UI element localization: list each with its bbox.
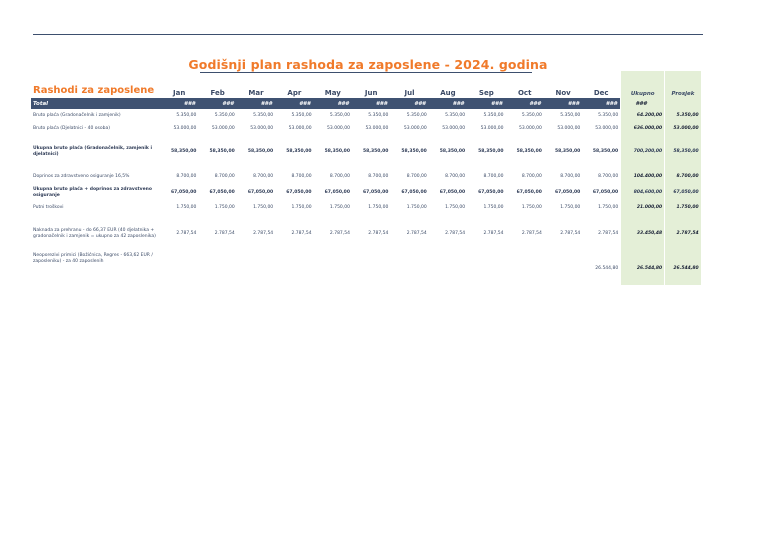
month-value-cell: 8.700,00 <box>253 174 274 179</box>
month-header-feb: Feb <box>210 89 225 97</box>
month-value-cell: 1.750,00 <box>214 205 235 210</box>
month-value-cell <box>429 252 467 285</box>
month-value-cell: 67,050,00 <box>363 190 389 195</box>
month-value-cell: 53.000,00 <box>403 126 427 131</box>
row-avg-cell: 67,050,00 <box>665 185 701 200</box>
month-value-cell: 53.000,00 <box>211 126 235 131</box>
month-value-cell: 8.700,00 <box>368 174 389 179</box>
row-label: Bruto plaća (Gradonačelnik i zamjenik) <box>33 112 121 118</box>
row-sum-cell: 64.200,00 <box>621 109 665 122</box>
month-value-cell <box>390 252 428 285</box>
month-value-cell: 53.000,00 <box>480 126 504 131</box>
month-value-cell: 58,350,00 <box>324 149 350 154</box>
month-header-nov: Nov <box>555 89 571 97</box>
total-avg-cell <box>665 98 701 109</box>
table-row <box>31 252 701 285</box>
table-row <box>31 109 701 122</box>
month-value-cell: 8.700,00 <box>291 174 312 179</box>
month-value-cell: 58,350,00 <box>247 149 274 154</box>
month-value-cell: 67,050,00 <box>209 190 235 195</box>
month-value-cell: 58,350,00 <box>516 149 542 154</box>
month-value-cell: 5.350,00 <box>445 113 466 118</box>
row-label: Putni troškovi <box>33 204 64 210</box>
month-value-cell: 8.700,00 <box>176 174 197 179</box>
month-value-cell: 53.000,00 <box>442 126 466 131</box>
table-row <box>31 185 701 200</box>
total-cell: ### <box>544 98 582 109</box>
month-value-cell: 58,350,00 <box>171 149 197 154</box>
row-label: Bruto plaća (Djelatnici - 40 osoba) <box>33 125 110 131</box>
header-row <box>31 71 701 98</box>
row-avg-cell: 26.544,80 <box>665 252 701 285</box>
row-label: Ukupna bruto plaća (Gradonačelnik, zamjenik i djelatnici) <box>33 145 153 157</box>
month-value-cell: 5.350,00 <box>483 113 504 118</box>
month-value-cell: 5.350,00 <box>329 113 350 118</box>
total-sum-cell: ### <box>621 98 665 109</box>
table-row <box>31 200 701 215</box>
month-header-aug: Aug <box>440 89 456 97</box>
total-cell: ### <box>160 98 198 109</box>
total-cell: ### <box>429 98 467 109</box>
row-avg-cell: 2.787,54 <box>665 215 701 252</box>
row-label: Neoporezivi primici (Božićnica, Regres - 663,62 EUR / zaposleniku) - za 40 zaposlenih <box>33 253 153 264</box>
expense-table-container <box>31 71 701 285</box>
row-sum-cell: 26.544,80 <box>621 252 665 285</box>
month-value-cell: 5.350,00 <box>253 113 274 118</box>
month-header-jun: Jun <box>364 89 378 97</box>
month-value-cell: 2.787,54 <box>598 231 619 236</box>
month-value-cell: 5.350,00 <box>214 113 235 118</box>
row-avg-cell: 5.350,00 <box>665 109 701 122</box>
month-value-cell: 53.000,00 <box>288 126 312 131</box>
month-value-cell <box>544 252 582 285</box>
month-value-cell: 67,050,00 <box>516 190 542 195</box>
month-value-cell: 58,350,00 <box>286 149 312 154</box>
month-value-cell: 2.787,54 <box>560 231 581 236</box>
month-value-cell: 58,350,00 <box>209 149 235 154</box>
total-label: Total <box>31 98 160 109</box>
table-row <box>31 168 701 185</box>
total-cell: ### <box>506 98 544 109</box>
month-value-cell: 2.787,54 <box>406 231 427 236</box>
month-value-cell: 53.000,00 <box>557 126 581 131</box>
month-value-cell: 58,350,00 <box>439 149 466 154</box>
total-cell: ### <box>390 98 428 109</box>
month-value-cell: 2.787,54 <box>483 231 504 236</box>
month-value-cell <box>314 252 352 285</box>
month-value-cell: 8.700,00 <box>521 174 542 179</box>
month-value-cell: 67,050,00 <box>592 190 619 195</box>
month-value-cell <box>275 252 313 285</box>
month-value-cell: 2.787,54 <box>176 231 197 236</box>
month-value-cell: 53.000,00 <box>250 126 274 131</box>
month-value-cell: 5.350,00 <box>368 113 389 118</box>
row-sum-cell: 21.000,00 <box>621 200 665 215</box>
month-value-cell: 2.787,54 <box>521 231 542 236</box>
month-value-cell: 5.350,00 <box>176 113 197 118</box>
table-row <box>31 122 701 135</box>
month-value-cell <box>198 252 236 285</box>
month-value-cell: 2.787,54 <box>253 231 274 236</box>
month-header-mar: Mar <box>248 89 264 97</box>
total-cell: ### <box>582 98 620 109</box>
month-value-cell: 1.750,00 <box>445 205 466 210</box>
table-row <box>31 215 701 252</box>
month-value-cell: 58,350,00 <box>363 149 389 154</box>
month-value-cell: 2.787,54 <box>329 231 350 236</box>
month-value-cell: 8.700,00 <box>445 174 466 179</box>
month-value-cell: 2.787,54 <box>214 231 235 236</box>
month-value-cell <box>467 252 505 285</box>
label-column-header: Rashodi za zaposlene <box>33 85 155 96</box>
month-value-cell: 67,050,00 <box>478 190 504 195</box>
month-value-cell: 5.350,00 <box>560 113 581 118</box>
avg-column-header: Prosjek <box>665 71 701 98</box>
month-value-cell: 1.750,00 <box>368 205 389 210</box>
month-value-cell: 67,050,00 <box>324 190 350 195</box>
month-header-jul: Jul <box>404 89 415 97</box>
month-header-jan: Jan <box>173 89 186 97</box>
month-value-cell: 58,350,00 <box>401 149 427 154</box>
month-value-cell: 67,050,00 <box>286 190 312 195</box>
month-value-cell: 1.750,00 <box>521 205 542 210</box>
row-sum-cell: 804,600,00 <box>621 185 665 200</box>
row-avg-cell: 1.750,00 <box>665 200 701 215</box>
month-value-cell: 1.750,00 <box>598 205 619 210</box>
table-body <box>31 98 701 285</box>
month-value-cell: 8.700,00 <box>214 174 235 179</box>
row-sum-cell: 33.450,48 <box>621 215 665 252</box>
table-row <box>31 135 701 168</box>
total-cell: ### <box>467 98 505 109</box>
month-header-apr: Apr <box>287 89 302 97</box>
month-value-cell: 67,050,00 <box>171 190 197 195</box>
month-value-cell: 8.700,00 <box>406 174 427 179</box>
month-value-cell: 1.750,00 <box>406 205 427 210</box>
month-value-cell: 2.787,54 <box>291 231 312 236</box>
month-value-cell: 1.750,00 <box>560 205 581 210</box>
month-value-cell: 53.000,00 <box>365 126 389 131</box>
month-value-cell: 1.750,00 <box>291 205 312 210</box>
month-value-cell: 67,050,00 <box>247 190 274 195</box>
month-value-cell: 58,350,00 <box>478 149 504 154</box>
month-value-cell: 53.000,00 <box>595 126 619 131</box>
month-value-cell <box>160 252 198 285</box>
month-value-cell: 8.700,00 <box>329 174 350 179</box>
month-value-cell: 58,350,00 <box>592 149 619 154</box>
month-value-cell: 8.700,00 <box>483 174 504 179</box>
row-avg-cell: 58,350,00 <box>665 135 701 168</box>
page-title: Godišnji plan rashoda za zaposlene - 2024. godina <box>188 57 548 72</box>
total-cell: ### <box>314 98 352 109</box>
month-value-cell: 1.750,00 <box>483 205 504 210</box>
row-label: Ukupna bruto plaća + doprinos za zdravstveno osiguranje <box>33 186 152 198</box>
month-value-cell: 2.787,54 <box>368 231 389 236</box>
month-value-cell: 67,050,00 <box>401 190 427 195</box>
total-row <box>31 98 701 109</box>
month-value-cell: 5.350,00 <box>291 113 312 118</box>
row-sum-cell: 636.000,00 <box>621 122 665 135</box>
month-header-may: May <box>324 89 341 97</box>
month-value-cell: 53.000,00 <box>327 126 350 131</box>
month-value-cell: 8.700,00 <box>598 174 619 179</box>
month-value-cell: 1.750,00 <box>329 205 350 210</box>
month-value-cell: 5.350,00 <box>521 113 542 118</box>
month-value-cell <box>237 252 275 285</box>
total-cell: ### <box>275 98 313 109</box>
sum-column-header: Ukupno <box>621 71 665 98</box>
total-cell: ### <box>198 98 236 109</box>
month-header-sep: Sep <box>478 89 494 97</box>
row-sum-cell: 700,200,00 <box>621 135 665 168</box>
month-value-cell: 5.350,00 <box>406 113 427 118</box>
month-value-cell <box>352 252 390 285</box>
month-value-cell: 2.787,54 <box>445 231 466 236</box>
row-sum-cell: 104.400,00 <box>621 168 665 185</box>
month-value-cell: 8.700,00 <box>560 174 581 179</box>
expense-table <box>31 71 701 285</box>
month-value-cell: 1.750,00 <box>253 205 274 210</box>
month-value-cell: 53.000,00 <box>519 126 542 131</box>
top-rule <box>33 34 703 35</box>
month-value-cell: 53.000,00 <box>173 126 197 131</box>
row-avg-cell: 53.000,00 <box>665 122 701 135</box>
month-value-cell: 67,050,00 <box>554 190 581 195</box>
row-label: Naknada za prehranu - do 66,37 EUR (40 djelatnika + gradonačelnik i zamjenik = ukupno za 42 zaposlenika) <box>33 227 156 239</box>
total-cell: ### <box>237 98 275 109</box>
month-header-dec: Dec <box>593 89 609 97</box>
row-avg-cell: 8.700,00 <box>665 168 701 185</box>
month-value-cell: 26.544,80 <box>595 266 619 271</box>
row-label: Doprinos za zdravstveno osiguranje 16,5% <box>33 173 130 179</box>
month-value-cell: 5.350,00 <box>598 113 619 118</box>
month-header-oct: Oct <box>517 89 532 97</box>
month-value-cell <box>506 252 544 285</box>
total-cell: ### <box>352 98 390 109</box>
month-value-cell: 67,050,00 <box>439 190 466 195</box>
month-value-cell: 1.750,00 <box>176 205 197 210</box>
month-value-cell: 58,350,00 <box>554 149 581 154</box>
